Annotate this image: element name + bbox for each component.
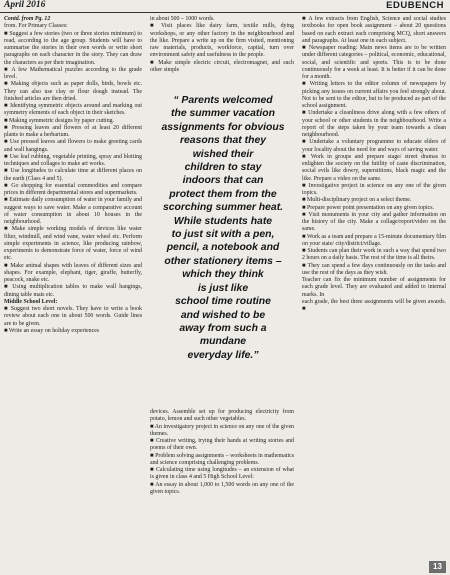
column-1 — [4, 16, 142, 335]
quote-line: pencil, a notebook and — [166, 242, 280, 254]
paragraph: each grade, the best three assignments will be given awards. ■ — [302, 298, 446, 312]
paragraph: ■ Creative writing, trying their hands at writing stories and poems of their own. — [150, 438, 294, 452]
paragraph: ■ An investigatory project in science on any one of the given themes. — [150, 423, 294, 437]
quote-line: “ Parents welcomed — [173, 95, 273, 106]
paragraph: ■ Write an essay on holiday experiences — [4, 327, 100, 334]
quote-line: and wished to be — [180, 309, 266, 321]
paragraph: ■ Identifying symmetric objects around and marking out symmetry elements of each object in their sketches. — [4, 103, 142, 117]
column-2-top — [150, 16, 294, 74]
column-3 — [302, 16, 446, 313]
quote-line: which they think — [182, 269, 264, 281]
paragraph: ■ Multi-disciplinary project on a select theme. — [302, 197, 412, 204]
quote-line: indoors that can — [182, 175, 264, 187]
page-number: 13 — [429, 561, 446, 573]
paragraph: from. For Primary Classes: — [4, 23, 68, 30]
quote-line: reasons that they — [179, 135, 267, 147]
publication-name: EDUBENCH — [386, 0, 444, 11]
quote-line: school time routine — [175, 296, 271, 308]
paragraph: ■ Problem solving assignments – worksheets in mathematics and science comprising challenging problems. — [150, 452, 294, 466]
column-2-bottom — [150, 409, 294, 496]
quote-line: mundane — [199, 336, 247, 348]
paragraph: ■ Making objects such as paper dolls, birds, bowls etc. They can also use clay or flour dough instead. The finished articles are then dried. — [4, 81, 142, 102]
paragraph: ■ Work in groups and prepare stage/ street dramas to enlighten the society on the futility of caste discrimination, social evils like dowry, superstitions, black magic and the like. Prepare a video on the same. — [302, 153, 446, 182]
paragraph: ■ Making symmetric designs by paper cutting. — [4, 117, 115, 124]
paragraph: ■ Work as a team and prepare a 15-minute documentary film on your state/ city/district/village. — [302, 233, 446, 247]
paragraph: ■ Suggest two short novels. They have to write a book review about each one in about 500 words. Guide lines are to be given. — [4, 306, 142, 327]
section-subheading: Middle School Level: — [4, 298, 58, 305]
paragraph: ■ Make simple working models of devices like water filter, windmill, and wind vane, water wheel etc. Perform simple experiments in science, like producing rainbow, experiments to demonstrate force of water, force of wind etc. — [4, 226, 142, 262]
paragraph: ■ Estimate daily consumption of water in your family and suggest ways to save water. Make a comparative account of water consumption in about 10 houses in the neighbourhood. — [4, 197, 142, 225]
paragraph: ■ Writing letters to the editor column of newspapers by picking any issues on current affairs you feel strongly about. Not to be sent to the editor, but to be produced as part of the school assignment. — [302, 81, 446, 109]
paragraph: ■ They can spend a few days continuously on the tasks and use the rest of the days as they wish. — [302, 262, 446, 276]
paragraph: ■ A few extracts from English, Science and social studies textbooks for open book assignment – about 20 questions based on each extract each comprising MCQ, short answers and paragraphs. At least one in each subject. — [302, 16, 446, 44]
paragraph: ■ Undertake a cleanliness drive along with a few others of your school or other students in the neighbourhood. Write a report of the steps taken by your team towards a clean neighbourhood. — [302, 110, 446, 138]
paragraph: ■ Pressing leaves and flowers of at least 20 different plants to make a herbarium. — [4, 124, 142, 138]
quote-line: While students hate — [173, 215, 273, 227]
paragraph: ■ Suggest a few stories (two or three stories minimum) to read, according to the age group. Students will have to summarise the stories in their own words or write short paragraphs on each character in the story. They can draw the characters as per their imagination. — [4, 30, 142, 66]
paragraph: devices. Assemble set up for producing electricity from potato, lemon and such other vegetables. — [150, 409, 294, 423]
quote-line: is just like — [197, 282, 249, 294]
paragraph: ■ Newspaper reading: Main news items are to be written under different categories – political, economic, educational, social, and scientific and sports. This is to be done continuously for a week at least. It is better if it can be done for a month. — [302, 45, 446, 80]
paragraph: ■ Visit places like dairy farm, textile mills, dying workshops, or any other factory in the neighbourhood and the like. Prepare a write up on the firm visited, mentioning raw materials, products, workforce, capital, turn over environment safety and usefulness to the people. — [150, 23, 294, 59]
paragraph: ■ Use pressed leaves and flowers to make greeting cards and wall hangings. — [4, 139, 142, 153]
paragraph: in about 500 – 1000 words. — [150, 16, 215, 22]
continued-note: Contd. from Pg. 12 — [4, 16, 51, 22]
quote-line: the summer vacation — [171, 108, 275, 120]
quote-line: other stationery items – — [164, 255, 282, 267]
quote-line: wished their — [192, 148, 254, 160]
quote-line: scorching summer heat. — [162, 202, 284, 214]
quote-line: to just sit with a pen, — [171, 229, 275, 241]
paragraph: ■ Go shopping for essential commodities and compare prices in different departmental stores and supermarkets. — [4, 182, 142, 196]
paragraph: ■ Prepare power point presentation on any given topics. — [302, 204, 434, 211]
paragraph: ■ Undertake a voluntary programme to educate elders of your locality about the need for and ways of saving water. — [302, 139, 446, 153]
paragraph: Teacher can fix the minimum number of assignments for each grade level. They are evaluated and added to internal marks. In — [302, 277, 446, 298]
paragraph: ■ An essay in about 1,000 to 1,500 words on any one of the given topics. — [150, 481, 294, 495]
paragraph: ■ Make simple electric circuit, electromagnet, and such other simple — [150, 59, 294, 73]
paragraph: ■ Make animal shapes with leaves of different sizes and shapes. For example, elephant, tiger, giraffe, butterfly, peacock, snake etc. — [4, 262, 142, 283]
paragraph: ■ A few Mathematical puzzles according to the grade level. — [4, 66, 142, 80]
quote-line: children to stay — [184, 162, 262, 174]
quote-line: assignments for obvious — [161, 121, 285, 133]
paragraph: ■ Students can plan their work in such a way that spend two 2 hours on a daily basis. The rest of the time is all theirs. — [302, 248, 446, 262]
quote-line: away from such a — [179, 322, 267, 334]
paragraph: ■ Calculating time using longitudes – an extension of what is given in class 4 and 5 High School Level: — [150, 467, 294, 481]
issue-date: April 2016 — [4, 0, 46, 10]
paragraph: ■ Use leaf rubbing, vegetable printing, spray and blotting techniques and collages to make art works. — [4, 153, 142, 167]
pull-quote — [151, 94, 295, 406]
paragraph: ■ Investigative project in science on any one of the given topics. — [302, 182, 446, 196]
paragraph: ■ Visit monuments in your city and gather information on the history of the city. Make a collage/report/video on the same. — [302, 211, 446, 233]
quote-line: protect them from the — [169, 188, 277, 200]
paragraph: ■ Use longitudes to calculate time at different places on the earth (Class 4 and 5). — [4, 168, 142, 182]
page-header — [0, 0, 450, 13]
quote-line: everyday life.” — [187, 349, 259, 361]
paragraph: ■ Using multiplication tables to make wall hangings, dining table mats etc. — [4, 284, 142, 298]
